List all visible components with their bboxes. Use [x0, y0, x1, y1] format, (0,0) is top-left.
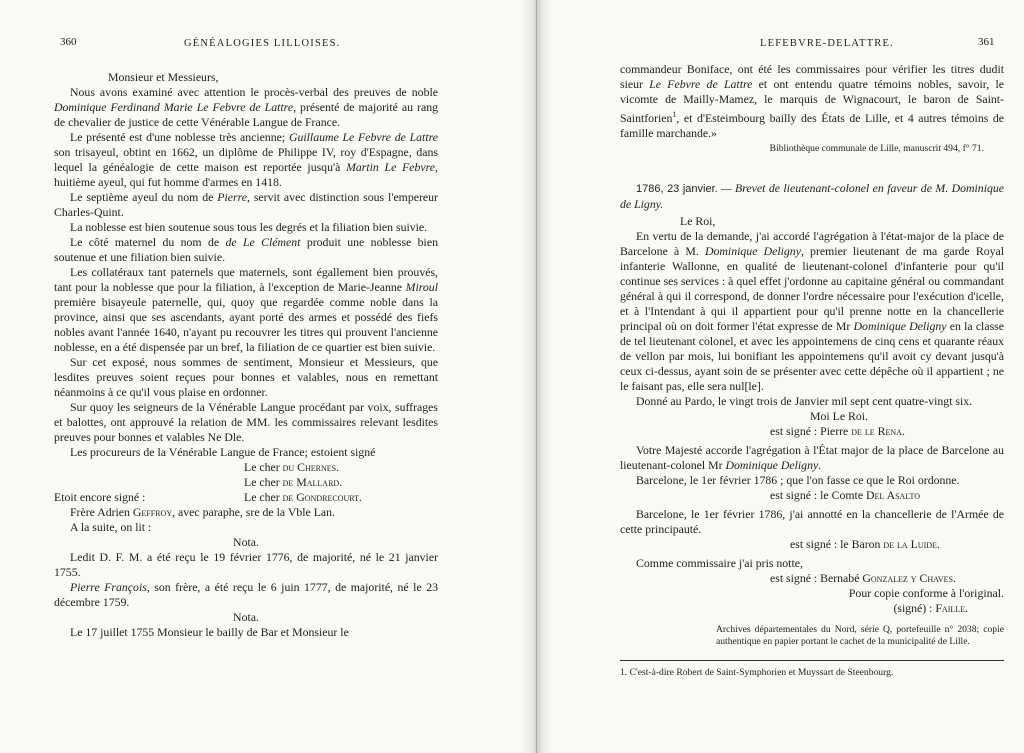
running-head: LEFEBVRE-DELATTRE. [760, 38, 894, 49]
running-head: GÉNÉALOGIES LILLOISES. [184, 38, 341, 49]
certification-line: Pour copie conforme à l'original. [848, 585, 1004, 600]
paragraph: Nous avons examiné avec attention le procès-verbal des preuves de noble Dominique Ferdinand Marie Le Febvre de Lattre, présenté de majorité au rang de chevalier de justice de cette Vénérable Langue de France. [54, 85, 438, 129]
right-page-text [620, 62, 1004, 679]
paragraph: Votre Majesté accorde l'agrégation à l'État major de la place de Barcelone au lieutenant-colonel Mr Dominique Deligny. [620, 442, 1004, 472]
footnote-ref: 1 [672, 110, 677, 119]
addressee: Le Roi, [680, 213, 716, 228]
signature-line: est signé : Bernabé Gonzalez y Chaves. [770, 570, 956, 585]
nota-heading: Nota. [233, 535, 259, 549]
salutation: Monsieur et Messieurs, [108, 70, 219, 84]
signature-line: Le cher du Chernes. [244, 460, 340, 474]
entry-heading: 1786, 23 janvier. — Brevet de lieutenant-colonel en faveur de M. Dominique de Ligny. [620, 180, 1004, 211]
signature-line: Etoit encore signé : Le cher de Gondrecourt. [54, 490, 362, 504]
signature-line: est signé : le Baron de la Luide. [790, 536, 940, 551]
paragraph: Sur cet exposé, nous sommes de sentiment, Monsieur et Messieurs, que lesdites preuves soient reçues pour bonnes et valables, nous en remettant néanmoins à ce qu'il vous plaise en ordonner. [54, 355, 438, 399]
paragraph: Le 17 juillet 1755 Monsieur le bailly de Bar et Monsieur le [70, 625, 349, 639]
paragraph: commandeur Boniface, ont été les commissaires pour vérifier les titres dudit sieur Le Febvre de Lattre et ont entendu quatre témoins nobles, savoir, le vicomte de Mailly-Mamez, le marquis de Wignacourt, le baron de Saint-Saintforien$^1$, et d'Esteimbourg bailly des États de Lille, et 4 autres témoins de famille marchande.» [620, 62, 1004, 140]
signature-line: Le cher de Mallard. [244, 475, 343, 489]
signature-line: est signé : le Comte Del Asalto [770, 487, 921, 502]
right-page [620, 0, 1004, 753]
paragraph: Frère Adrien Geffroy, avec paraphe, sre de la Vble Lan. [70, 505, 336, 519]
footnote: 1. C'est-à-dire Robert de Saint-Symphorien et Muyssart de Steenbourg. [620, 666, 894, 678]
paragraph: Les procureurs de la Vénérable Langue de France; estoient signé [70, 445, 376, 459]
paragraph: Barcelone, le 1er février 1786, j'ai annotté en la chancellerie de l'Armée de cette principauté. [620, 506, 1004, 536]
paragraph: Comme commissaire j'ai pris notte, [636, 555, 803, 570]
page-number: 360 [60, 36, 77, 48]
signature-line: est signé : Pierre de le Rena. [770, 423, 905, 438]
source-citation: Archives départementales du Nord, série Q, portefeuille n° 2038; copie authentique en papier portant le cachet de la municipalité de Lille. [716, 623, 1004, 647]
paragraph: La noblesse est bien soutenue sous tous les degrés et la filiation bien suivie. [70, 220, 428, 234]
paragraph: Barcelone, le 1er février 1786 ; que l'on fasse ce que le Roi ordonne. [636, 472, 960, 487]
paragraph: Ledit D. F. M. a été reçu le 19 février 1776, de majorité, né le 21 janvier 1755. [54, 550, 438, 579]
signature-line: Moi Le Roi. [810, 408, 868, 423]
paragraph: Le septième ayeul du nom de Pierre, servit avec distinction sous l'empereur Charles-Quint. [54, 190, 438, 219]
paragraph: En vertu de la demande, j'ai accordé l'agrégation à l'état-major de la place de Barcelone à M. Dominique Deligny, premier lieutenant de ma garde Royal infanterie Wallonne, en qualité de lieutenant-colonel d'infanterie pour qu'il continue ses services : à quel effet j'ordonne au capitaine général ou commandant général à qui il correspond, de donner l'ordre nécessaire pour l'exécution d'icelle, et à l'Intendant à qui il appartient pour qu'il prenne notte en la chancellerie principal où on doit former l'état expresse de Mr Dominique Deligny en la classe de tel lieutenant colonel, et avec les appointemens de cinq cens et quarante réaux de vellon par mois, lui bonifiant les appointemens qu'il avoit cy devant jusqu'à ceux ci-dessus, ayant soin de se présenter avec cette dépêche où il appartient ; ne le faisant pas, elle sera nul[le]. [620, 228, 1004, 393]
paragraph: Les collatéraux tant paternels que maternels, sont égallement bien prouvés, tant pour la noblesse que pour la filiation, à l'exception de Marie-Jeanne Miroul première bisayeule paternelle, qui, quoy que regardée comme noble dans la province, ainsi que ses ascendants, ayant porté des armes et possédé des fiefs nobles avant l'année 1640, n'ayant pu recouvrer les titres qui prouvent l'ancienne noblesse, en a été dispensée par un bref, la filiation de ce quartier est bien suivie. [54, 265, 438, 354]
paragraph: Donné au Pardo, le vingt trois de Janvier mil sept cent quatre-vingt six. [636, 393, 973, 408]
signature-line: (signé) : Faille. [893, 600, 968, 615]
paragraph: Le présenté est d'une noblesse très ancienne; Guillaume Le Febvre de Lattre son trisayeul, obtint en 1662, un diplôme de Philippe IV, roy d'Espagne, dans lequel la généalogie de cette maison est reportée jusqu'à Martin Le Febvre, huitième ayeul, qui fut homme d'armes en 1418. [54, 130, 438, 189]
left-page-text [54, 70, 438, 640]
paragraph: A la suite, on lit : [70, 520, 152, 534]
gutter-fold-line [536, 0, 537, 753]
paragraph: Pierre François, son frère, a été reçu le 6 juin 1777, de majorité, né le 23 décembre 1759. [54, 580, 438, 609]
source-citation: Bibliothèque communale de Lille, manuscrit 494, f° 71. [769, 142, 984, 154]
left-page [54, 0, 438, 753]
footnote-rule [620, 660, 1004, 661]
paragraph: Le côté maternel du nom de de Le Clément produit une noblesse bien soutenue et une filiation bien suivie. [54, 235, 438, 264]
nota-heading: Nota. [233, 610, 259, 624]
paragraph: Sur quoy les seigneurs de la Vénérable Langue procédant par voix, suffrages et balottes, ont approuvé la relation de MM. les commissaires relevant lesdites preuves pour bonnes et valables Ne Dle. [54, 400, 438, 444]
page-number: 361 [978, 36, 995, 48]
book-gutter [522, 0, 552, 753]
